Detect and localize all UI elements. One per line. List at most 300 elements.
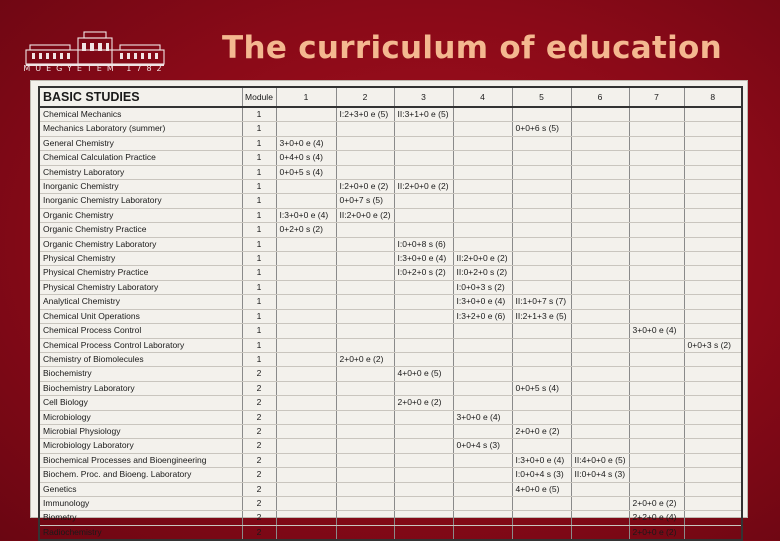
- semester-cell: [453, 511, 512, 525]
- module-number: 1: [242, 295, 276, 309]
- subject-name: Physical Chemistry Practice: [39, 266, 242, 280]
- header-semester: 2: [336, 87, 394, 107]
- semester-cell: [571, 482, 629, 496]
- semester-cell: [629, 280, 684, 294]
- semester-cell: [453, 367, 512, 381]
- semester-cell: [684, 107, 742, 122]
- semester-cell: [394, 309, 453, 323]
- semester-cell: [394, 482, 453, 496]
- semester-cell: [571, 439, 629, 453]
- semester-cell: [512, 352, 571, 366]
- table-row: [39, 496, 742, 510]
- semester-cell: [336, 151, 394, 165]
- table-row: [39, 381, 742, 395]
- semester-cell: [336, 410, 394, 424]
- semester-cell: [571, 511, 629, 525]
- semester-cell: [629, 367, 684, 381]
- semester-cell: 0+0+6 s (5): [512, 122, 571, 136]
- semester-cell: [684, 525, 742, 540]
- semester-cell: [571, 295, 629, 309]
- semester-cell: [512, 223, 571, 237]
- semester-cell: [276, 439, 336, 453]
- semester-cell: [276, 237, 336, 251]
- semester-cell: 0+0+5 s (4): [276, 165, 336, 179]
- semester-cell: [276, 266, 336, 280]
- semester-cell: [684, 266, 742, 280]
- module-number: 2: [242, 468, 276, 482]
- module-number: 1: [242, 352, 276, 366]
- semester-cell: [453, 324, 512, 338]
- subject-name: Biochemistry Laboratory: [39, 381, 242, 395]
- semester-cell: II:2+0+0 e (2): [336, 208, 394, 222]
- table-row: [39, 266, 742, 280]
- semester-cell: [512, 107, 571, 122]
- semester-cell: [394, 410, 453, 424]
- semester-cell: [571, 410, 629, 424]
- semester-cell: [571, 367, 629, 381]
- semester-cell: [684, 453, 742, 467]
- semester-cell: [571, 136, 629, 150]
- semester-cell: [512, 266, 571, 280]
- semester-cell: 0+0+5 s (4): [512, 381, 571, 395]
- semester-cell: 3+0+0 e (4): [453, 410, 512, 424]
- table-row: [39, 280, 742, 294]
- semester-cell: [684, 237, 742, 251]
- module-number: 1: [242, 324, 276, 338]
- semester-cell: I:0+0+8 s (6): [394, 237, 453, 251]
- subject-name: Inorganic Chemistry Laboratory: [39, 194, 242, 208]
- semester-cell: [629, 122, 684, 136]
- semester-cell: I:3+0+0 e (4): [394, 252, 453, 266]
- semester-cell: [394, 439, 453, 453]
- header-semester: 7: [629, 87, 684, 107]
- semester-cell: [276, 396, 336, 410]
- curriculum-table: [38, 86, 743, 541]
- semester-cell: [336, 165, 394, 179]
- semester-cell: I:3+0+0 e (4): [512, 453, 571, 467]
- semester-cell: [394, 208, 453, 222]
- header-semester: 6: [571, 87, 629, 107]
- semester-cell: I:0+0+3 s (2): [453, 280, 512, 294]
- table-row: [39, 511, 742, 525]
- semester-cell: [336, 439, 394, 453]
- semester-cell: [336, 482, 394, 496]
- semester-cell: [512, 180, 571, 194]
- semester-cell: [453, 338, 512, 352]
- semester-cell: [453, 381, 512, 395]
- semester-cell: [336, 496, 394, 510]
- semester-cell: [684, 324, 742, 338]
- semester-cell: [336, 223, 394, 237]
- semester-cell: [276, 324, 336, 338]
- subject-name: Physical Chemistry: [39, 252, 242, 266]
- semester-cell: II:0+0+4 s (3): [571, 468, 629, 482]
- semester-cell: [512, 194, 571, 208]
- semester-cell: [276, 410, 336, 424]
- semester-cell: [629, 396, 684, 410]
- semester-cell: I:3+2+0 e (6): [453, 309, 512, 323]
- module-number: 1: [242, 266, 276, 280]
- subject-name: Chemical Mechanics: [39, 107, 242, 122]
- semester-cell: 2+0+0 e (2): [336, 352, 394, 366]
- semester-cell: [453, 136, 512, 150]
- semester-cell: [684, 424, 742, 438]
- module-number: 1: [242, 194, 276, 208]
- semester-cell: [512, 237, 571, 251]
- subject-name: Chemical Calculation Practice: [39, 151, 242, 165]
- table-row: [39, 295, 742, 309]
- subject-name: Chemical Unit Operations: [39, 309, 242, 323]
- semester-cell: [394, 295, 453, 309]
- semester-cell: [629, 424, 684, 438]
- module-number: 1: [242, 180, 276, 194]
- semester-cell: [512, 396, 571, 410]
- semester-cell: [684, 352, 742, 366]
- semester-cell: [453, 180, 512, 194]
- semester-cell: [571, 424, 629, 438]
- table-row: [39, 525, 742, 540]
- semester-cell: [629, 151, 684, 165]
- semester-cell: [571, 525, 629, 540]
- semester-cell: 0+0+3 s (2): [684, 338, 742, 352]
- semester-cell: 2+0+0 e (2): [394, 396, 453, 410]
- module-number: 2: [242, 367, 276, 381]
- table-row: [39, 237, 742, 251]
- semester-cell: [629, 194, 684, 208]
- semester-cell: [394, 194, 453, 208]
- subject-name: Immunology: [39, 496, 242, 510]
- subject-name: Microbiology Laboratory: [39, 439, 242, 453]
- table-row: [39, 324, 742, 338]
- logo-caption: MŰEGYETEM 1782: [23, 64, 167, 73]
- semester-cell: [453, 496, 512, 510]
- table-row: [39, 165, 742, 179]
- module-number: 2: [242, 424, 276, 438]
- table-row: [39, 194, 742, 208]
- table-row: [39, 309, 742, 323]
- semester-cell: [276, 468, 336, 482]
- module-number: 1: [242, 107, 276, 122]
- semester-cell: [336, 122, 394, 136]
- semester-cell: [453, 208, 512, 222]
- semester-cell: [684, 180, 742, 194]
- slide-title: The curriculum of education: [222, 30, 722, 66]
- subject-name: Biochem. Proc. and Bioeng. Laboratory: [39, 468, 242, 482]
- semester-cell: I:0+2+0 s (2): [394, 266, 453, 280]
- semester-cell: [512, 136, 571, 150]
- table-header-row: [39, 87, 742, 107]
- module-number: 2: [242, 496, 276, 510]
- semester-cell: [629, 482, 684, 496]
- semester-cell: II:3+1+0 e (5): [394, 107, 453, 122]
- semester-cell: [453, 107, 512, 122]
- semester-cell: [453, 223, 512, 237]
- semester-cell: [276, 525, 336, 540]
- subject-name: Organic Chemistry: [39, 208, 242, 222]
- semester-cell: [684, 410, 742, 424]
- semester-cell: [394, 496, 453, 510]
- semester-cell: [394, 122, 453, 136]
- semester-cell: [276, 381, 336, 395]
- semester-cell: [684, 482, 742, 496]
- table-row: [39, 338, 742, 352]
- semester-cell: [394, 453, 453, 467]
- semester-cell: [571, 252, 629, 266]
- semester-cell: [571, 194, 629, 208]
- module-number: 2: [242, 453, 276, 467]
- semester-cell: [571, 180, 629, 194]
- module-number: 1: [242, 208, 276, 222]
- table-row: [39, 439, 742, 453]
- table-row: [39, 396, 742, 410]
- semester-cell: [684, 151, 742, 165]
- semester-cell: [453, 151, 512, 165]
- semester-cell: 2+0+0 e (2): [629, 496, 684, 510]
- semester-cell: 3+0+0 e (4): [276, 136, 336, 150]
- semester-cell: I:3+0+0 e (4): [276, 208, 336, 222]
- subject-name: Cell Biology: [39, 396, 242, 410]
- semester-cell: [684, 309, 742, 323]
- semester-cell: [512, 151, 571, 165]
- semester-cell: [512, 324, 571, 338]
- semester-cell: [394, 525, 453, 540]
- semester-cell: [571, 338, 629, 352]
- header-semester: 4: [453, 87, 512, 107]
- module-number: 1: [242, 136, 276, 150]
- semester-cell: [629, 107, 684, 122]
- semester-cell: [336, 237, 394, 251]
- semester-cell: [512, 367, 571, 381]
- semester-cell: 4+0+0 e (5): [394, 367, 453, 381]
- semester-cell: [336, 511, 394, 525]
- semester-cell: [629, 352, 684, 366]
- semester-cell: [512, 511, 571, 525]
- semester-cell: [512, 338, 571, 352]
- semester-cell: [336, 295, 394, 309]
- semester-cell: [394, 165, 453, 179]
- semester-cell: [276, 107, 336, 122]
- semester-cell: [571, 151, 629, 165]
- table-row: [39, 107, 742, 122]
- semester-cell: [629, 266, 684, 280]
- module-number: 2: [242, 482, 276, 496]
- subject-name: Chemistry Laboratory: [39, 165, 242, 179]
- curriculum-sheet: [30, 80, 748, 537]
- semester-cell: 2+0+0 e (2): [512, 424, 571, 438]
- semester-cell: [336, 252, 394, 266]
- header-module: Module: [242, 87, 276, 107]
- semester-cell: [571, 324, 629, 338]
- semester-cell: [453, 237, 512, 251]
- semester-cell: [629, 252, 684, 266]
- semester-cell: [276, 338, 336, 352]
- subject-name: Chemistry of Biomolecules: [39, 352, 242, 366]
- semester-cell: [571, 396, 629, 410]
- semester-cell: [571, 496, 629, 510]
- module-number: 2: [242, 439, 276, 453]
- semester-cell: [453, 122, 512, 136]
- semester-cell: [276, 309, 336, 323]
- semester-cell: [453, 525, 512, 540]
- semester-cell: 2+2+0 e (4): [629, 511, 684, 525]
- semester-cell: [684, 165, 742, 179]
- header-semester: 3: [394, 87, 453, 107]
- semester-cell: [512, 525, 571, 540]
- semester-cell: [571, 223, 629, 237]
- table-row: [39, 367, 742, 381]
- semester-cell: [336, 367, 394, 381]
- semester-cell: [336, 525, 394, 540]
- semester-cell: [336, 136, 394, 150]
- semester-cell: [453, 482, 512, 496]
- semester-cell: 4+0+0 e (5): [512, 482, 571, 496]
- semester-cell: [276, 367, 336, 381]
- table-row: [39, 468, 742, 482]
- module-number: 1: [242, 309, 276, 323]
- module-number: 1: [242, 237, 276, 251]
- semester-cell: [276, 122, 336, 136]
- semester-cell: [336, 266, 394, 280]
- semester-cell: [629, 439, 684, 453]
- semester-cell: [453, 424, 512, 438]
- semester-cell: [336, 424, 394, 438]
- semester-cell: [336, 468, 394, 482]
- module-number: 1: [242, 151, 276, 165]
- semester-cell: [571, 107, 629, 122]
- semester-cell: 0+0+4 s (3): [453, 439, 512, 453]
- semester-cell: [629, 208, 684, 222]
- semester-cell: II:2+0+0 e (2): [453, 252, 512, 266]
- table-row: [39, 252, 742, 266]
- subject-name: Chemical Process Control Laboratory: [39, 338, 242, 352]
- semester-cell: [684, 280, 742, 294]
- semester-cell: [684, 194, 742, 208]
- semester-cell: [629, 165, 684, 179]
- table-row: [39, 482, 742, 496]
- semester-cell: [394, 381, 453, 395]
- semester-cell: [512, 280, 571, 294]
- header-semester: 5: [512, 87, 571, 107]
- semester-cell: [276, 352, 336, 366]
- semester-cell: [684, 252, 742, 266]
- semester-cell: [276, 511, 336, 525]
- semester-cell: [394, 136, 453, 150]
- semester-cell: [629, 453, 684, 467]
- semester-cell: [394, 424, 453, 438]
- table-row: [39, 122, 742, 136]
- subject-name: Radiochemistry: [39, 525, 242, 540]
- semester-cell: [453, 165, 512, 179]
- semester-cell: [453, 396, 512, 410]
- semester-cell: [276, 482, 336, 496]
- module-number: 2: [242, 381, 276, 395]
- table-row: [39, 453, 742, 467]
- table-row: [39, 223, 742, 237]
- semester-cell: [684, 367, 742, 381]
- semester-cell: [571, 237, 629, 251]
- semester-cell: [453, 194, 512, 208]
- subject-name: Mechanics Laboratory (summer): [39, 122, 242, 136]
- semester-cell: [394, 223, 453, 237]
- subject-name: Microbial Physiology: [39, 424, 242, 438]
- header-semester: 1: [276, 87, 336, 107]
- semester-cell: [684, 136, 742, 150]
- semester-cell: [629, 468, 684, 482]
- semester-cell: [684, 295, 742, 309]
- subject-name: Inorganic Chemistry: [39, 180, 242, 194]
- semester-cell: [629, 180, 684, 194]
- semester-cell: 0+0+7 s (5): [336, 194, 394, 208]
- semester-cell: II:1+0+7 s (7): [512, 295, 571, 309]
- subject-name: Microbiology: [39, 410, 242, 424]
- semester-cell: [512, 496, 571, 510]
- module-number: 1: [242, 338, 276, 352]
- semester-cell: [684, 511, 742, 525]
- semester-cell: [571, 266, 629, 280]
- semester-cell: [336, 324, 394, 338]
- semester-cell: [629, 136, 684, 150]
- module-number: 1: [242, 280, 276, 294]
- semester-cell: [684, 223, 742, 237]
- subject-name: General Chemistry: [39, 136, 242, 150]
- semester-cell: II:2+1+3 e (5): [512, 309, 571, 323]
- semester-cell: [684, 496, 742, 510]
- semester-cell: [394, 151, 453, 165]
- semester-cell: [336, 338, 394, 352]
- semester-cell: [453, 352, 512, 366]
- semester-cell: [453, 468, 512, 482]
- semester-cell: [629, 410, 684, 424]
- table-body: [39, 107, 742, 540]
- semester-cell: [512, 252, 571, 266]
- semester-cell: [512, 410, 571, 424]
- semester-cell: 2+0+0 e (2): [629, 525, 684, 540]
- table-row: [39, 352, 742, 366]
- semester-cell: [336, 381, 394, 395]
- semester-cell: [276, 280, 336, 294]
- semester-cell: [684, 468, 742, 482]
- subject-name: Biometry: [39, 511, 242, 525]
- semester-cell: 0+2+0 s (2): [276, 223, 336, 237]
- subject-name: Organic Chemistry Laboratory: [39, 237, 242, 251]
- module-number: 2: [242, 410, 276, 424]
- semester-cell: [394, 338, 453, 352]
- semester-cell: [276, 180, 336, 194]
- semester-cell: 3+0+0 e (4): [629, 324, 684, 338]
- semester-cell: [276, 453, 336, 467]
- semester-cell: [571, 122, 629, 136]
- semester-cell: [394, 352, 453, 366]
- semester-cell: I:2+0+0 e (2): [336, 180, 394, 194]
- subject-name: Biochemical Processes and Bioengineering: [39, 453, 242, 467]
- semester-cell: [276, 194, 336, 208]
- semester-cell: [571, 352, 629, 366]
- header-semester: 8: [684, 87, 742, 107]
- semester-cell: [571, 208, 629, 222]
- header-basic-studies: BASIC STUDIES: [39, 87, 242, 107]
- semester-cell: [684, 381, 742, 395]
- semester-cell: [276, 424, 336, 438]
- semester-cell: [629, 338, 684, 352]
- semester-cell: [629, 237, 684, 251]
- module-number: 1: [242, 165, 276, 179]
- subject-name: Organic Chemistry Practice: [39, 223, 242, 237]
- semester-cell: [276, 252, 336, 266]
- semester-cell: I:0+0+4 s (3): [512, 468, 571, 482]
- semester-cell: [684, 396, 742, 410]
- subject-name: Chemical Process Control: [39, 324, 242, 338]
- semester-cell: [394, 511, 453, 525]
